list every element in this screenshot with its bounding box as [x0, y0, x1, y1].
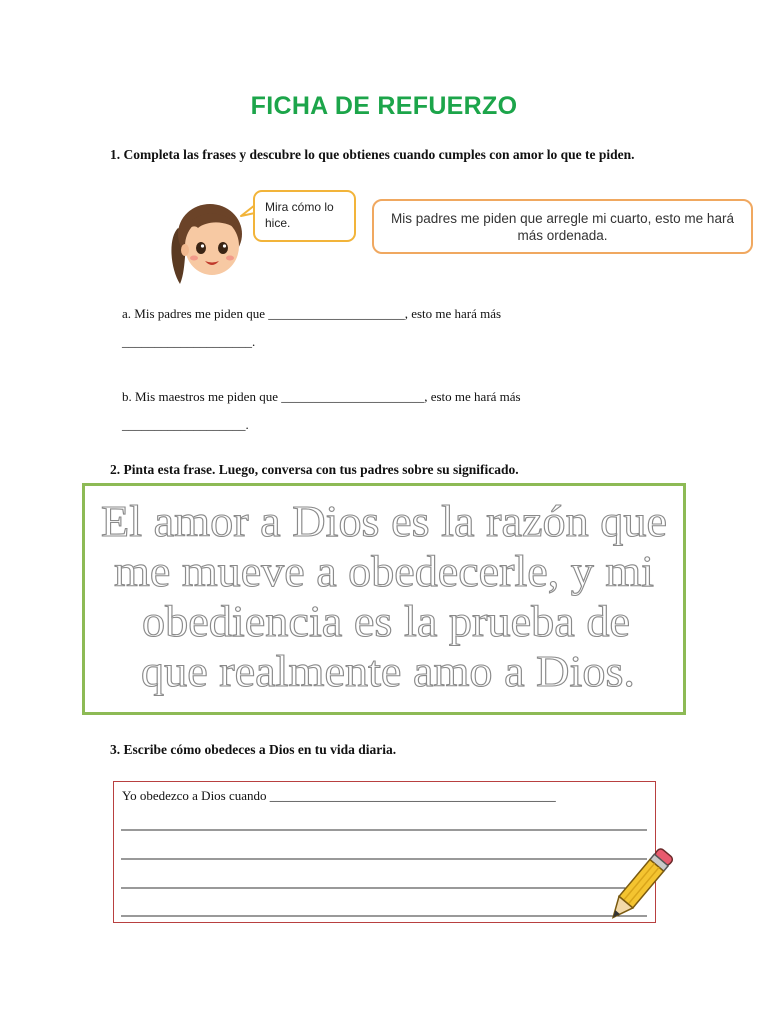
example-box: Mis padres me piden que arregle mi cuarto, esto me hará más ordenada. — [372, 199, 753, 254]
item-b-line2: ___________________. — [122, 417, 249, 432]
phrase-line-4: que realmente amo a Dios. — [141, 647, 635, 696]
page-title: FICHA DE REFUERZO — [250, 92, 518, 120]
question-3: 3. Escribe cómo obedeces a Dios en tu vida diaria. — [110, 742, 397, 757]
question-2: 2. Pinta esta frase. Luego, conversa con tus padres sobre su significado. — [110, 462, 519, 477]
item-a-line2: ____________________. — [122, 334, 256, 349]
writing-first-line: Yo obedezco a Dios cuando ____________________________________________ — [122, 788, 556, 803]
phrase-line-2: me mueve a obedecerle, y mi — [114, 547, 654, 596]
pencil-icon — [600, 836, 684, 930]
speech-bubble: Mira cómo lo hice. — [253, 190, 356, 242]
question-1: 1. Completa las frases y descubre lo que obtienes cuando cumples con amor lo que te piden. — [110, 147, 635, 162]
phrase-line-3: obediencia es la prueba de — [142, 597, 630, 646]
item-b-line1: b. Mis maestros me piden que ______________________, esto me hará más — [122, 389, 521, 404]
item-a-line1: a. Mis padres me piden que _____________________, esto me hará más — [122, 306, 502, 321]
phrase-line-1: El amor a Dios es la razón que — [101, 497, 667, 546]
